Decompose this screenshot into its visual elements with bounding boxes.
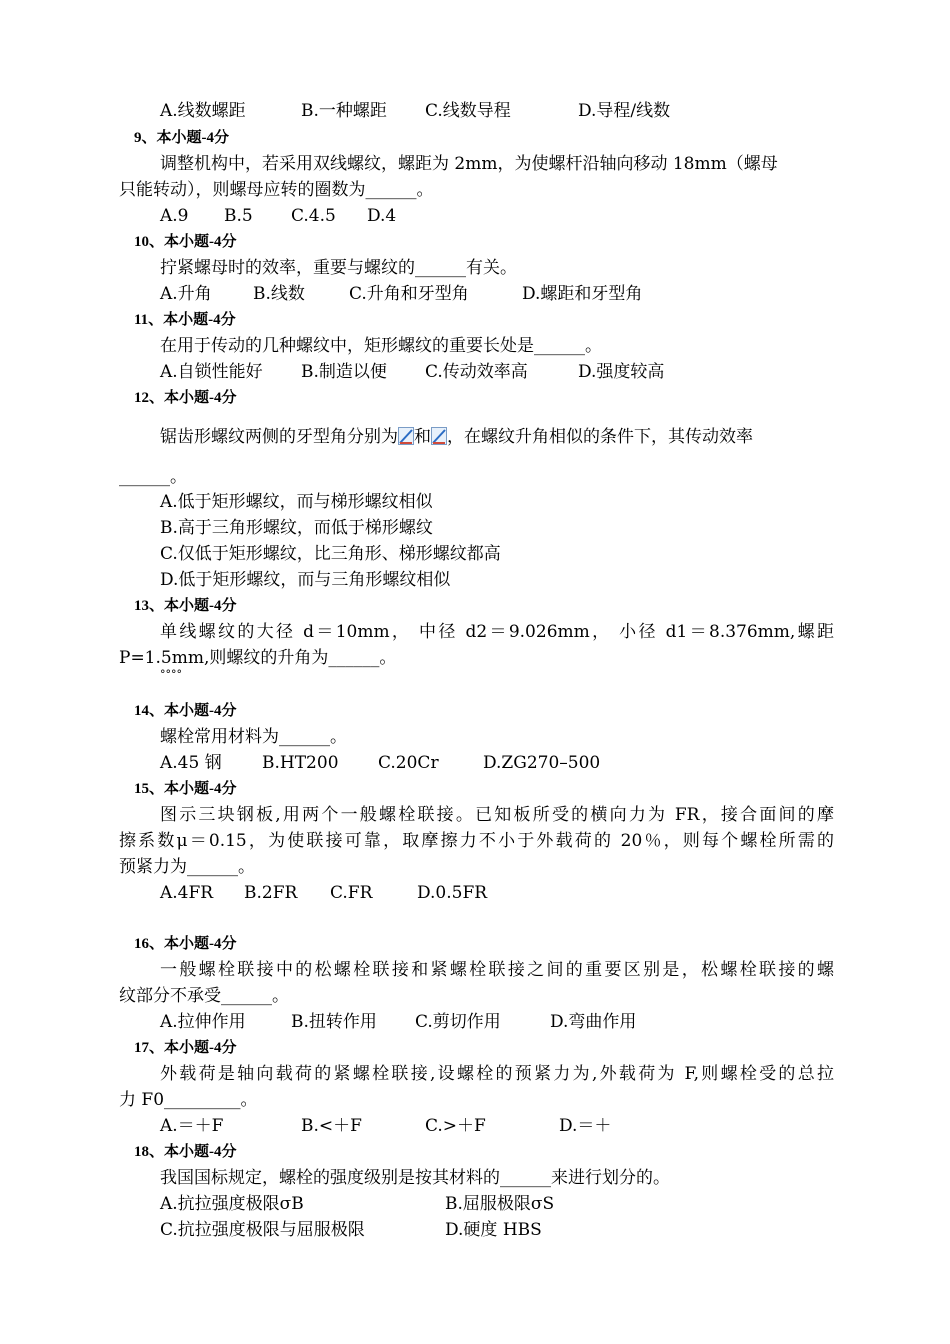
q18-options-row1 [160, 1191, 834, 1217]
q15-option-c: C.FR [330, 883, 373, 903]
q11-text-line1: 在用于传动的几种螺纹中，矩形螺纹的重要长处是______。 [160, 336, 602, 356]
q9-option-c: C.4.5 [291, 206, 336, 226]
q16-option-c: C.剪切作用 [415, 1012, 501, 1032]
q17-header: 17、本小题-4分 [134, 1040, 237, 1056]
q16-header: 16、本小题-4分 [134, 936, 237, 952]
q11-option-b: B.制造以便 [301, 362, 387, 382]
q8-option-d: D.导程/线数 [578, 101, 671, 121]
q18-text-line1: 我国国标规定，螺栓的强度级别是按其材料的______来进行划分的。 [160, 1168, 670, 1188]
q10-option-d: D.螺距和牙型角 [522, 284, 643, 304]
q15-option-a: A.4FR [160, 883, 214, 903]
q18-option-a: A.抗拉强度极限σB [160, 1194, 304, 1214]
q16-option-a: A.拉伸作用 [160, 1012, 246, 1032]
q17-option-d: D.＝＋ [559, 1116, 612, 1136]
q17-text-line2: 力 F0_________。 [119, 1090, 258, 1110]
q12-text-part2: 和 [414, 427, 431, 447]
q12-text-line1 [160, 424, 834, 450]
q15-options [160, 880, 834, 906]
q17-option-a: A.＝＋F [160, 1116, 224, 1136]
q10-option-b: B.线数 [253, 284, 305, 304]
q14-option-c: C.20Cr [378, 753, 439, 773]
q8-option-a: A.线数螺距 [160, 101, 246, 121]
q9-header: 9、本小题-4分 [134, 130, 229, 146]
q16-text-line1: 一般螺栓联接中的松螺栓联接和紧螺栓联接之间的重要区别是，松螺栓联接的螺 [160, 960, 834, 980]
q15-text-line1: 图示三块钢板,用两个一般螺栓联接。已知板所受的横向力为 FR，接合面间的摩 [160, 805, 834, 825]
q15-header: 15、本小题-4分 [134, 781, 237, 797]
q12-text-part1: 锯齿形螺纹两侧的牙型角分别为 [160, 427, 398, 447]
q9-option-d: D.4 [367, 206, 397, 226]
q9-option-b: B.5 [224, 206, 253, 226]
q8-option-b: B.一种螺距 [301, 101, 387, 121]
angle-image-icon [398, 427, 414, 445]
q9-option-a: A.9 [160, 206, 189, 226]
q8-options [160, 98, 834, 124]
angle-image-icon [431, 427, 447, 445]
q14-header: 14、本小题-4分 [134, 703, 237, 719]
q13-text-line3: °°°° [160, 668, 182, 681]
q15-option-d: D.0.5FR [417, 883, 488, 903]
q12-text-part3: ，在螺纹升角相似的条件下，其传动效率 [447, 427, 753, 447]
q12-option-b: B.高于三角形螺纹，而低于梯形螺纹 [160, 518, 433, 538]
q10-option-a: A.升角 [160, 284, 212, 304]
q10-text-line1: 拧紧螺母时的效率，重要与螺纹的______有关。 [160, 258, 517, 278]
q18-option-d: D.硬度 HBS [445, 1220, 542, 1240]
q15-text-line3: 预紧力为______。 [119, 857, 255, 877]
q11-options [160, 359, 834, 385]
q11-option-d: D.强度较高 [578, 362, 665, 382]
q14-option-b: B.HT200 [262, 753, 339, 773]
q12-text-line2: ______。 [119, 467, 187, 487]
q11-option-c: C.传动效率高 [425, 362, 528, 382]
q16-option-d: D.弯曲作用 [550, 1012, 637, 1032]
q10-header: 10、本小题-4分 [134, 234, 237, 250]
q12-option-d: D.低于矩形螺纹，而与三角形螺纹相似 [160, 570, 451, 590]
q14-options [160, 750, 834, 776]
q12-option-a: A.低于矩形螺纹，而与梯形螺纹相似 [160, 492, 433, 512]
q15-option-b: B.2FR [244, 883, 298, 903]
q17-option-c: C.>＋F [425, 1116, 486, 1136]
q9-text-line1: 调整机构中，若采用双线螺纹，螺距为 2mm，为使螺杆沿轴向移动 18mm（螺母 [160, 154, 778, 174]
q10-options [160, 281, 834, 307]
q15-text-line2: 擦系数μ＝0.15，为使联接可靠，取摩擦力不小于外载荷的 20％，则每个螺栓所需的 [119, 831, 834, 851]
q9-options [160, 203, 834, 229]
q17-options [160, 1113, 834, 1139]
q14-option-d: D.ZG270–500 [483, 753, 601, 773]
q16-options [160, 1009, 834, 1035]
q14-option-a: A.45 钢 [160, 753, 222, 773]
q18-header: 18、本小题-4分 [134, 1144, 237, 1160]
q12-option-c: C.仅低于矩形螺纹，比三角形、梯形螺纹都高 [160, 544, 501, 564]
q16-option-b: B.扭转作用 [291, 1012, 377, 1032]
q14-text-line1: 螺栓常用材料为______。 [160, 727, 347, 747]
q13-text-line2: P=1.5mm,则螺纹的升角为______。 [119, 648, 397, 668]
q8-option-c: C.线数导程 [425, 101, 511, 121]
q18-options-row2 [160, 1217, 834, 1243]
q18-option-b: B.屈服极限σS [445, 1194, 555, 1214]
q17-text-line1: 外载荷是轴向载荷的紧螺栓联接,设螺栓的预紧力为,外载荷为 F,则螺栓受的总拉 [160, 1064, 834, 1084]
q12-header: 12、本小题-4分 [134, 390, 237, 406]
q11-option-a: A.自锁性能好 [160, 362, 263, 382]
q17-option-b: B.<＋F [301, 1116, 362, 1136]
q16-text-line2: 纹部分不承受______。 [119, 986, 289, 1006]
q13-header: 13、本小题-4分 [134, 598, 237, 614]
q9-text-line2: 只能转动），则螺母应转的圈数为______。 [119, 180, 434, 200]
q10-option-c: C.升角和牙型角 [349, 284, 469, 304]
q18-option-c: C.抗拉强度极限与屈服极限 [160, 1220, 365, 1240]
q13-text-line1: 单线螺纹的大径 d＝10mm， 中径 d2＝9.026mm， 小径 d1＝8.376mm,螺距 [160, 622, 834, 642]
q11-header: 11、本小题-4分 [134, 312, 236, 328]
